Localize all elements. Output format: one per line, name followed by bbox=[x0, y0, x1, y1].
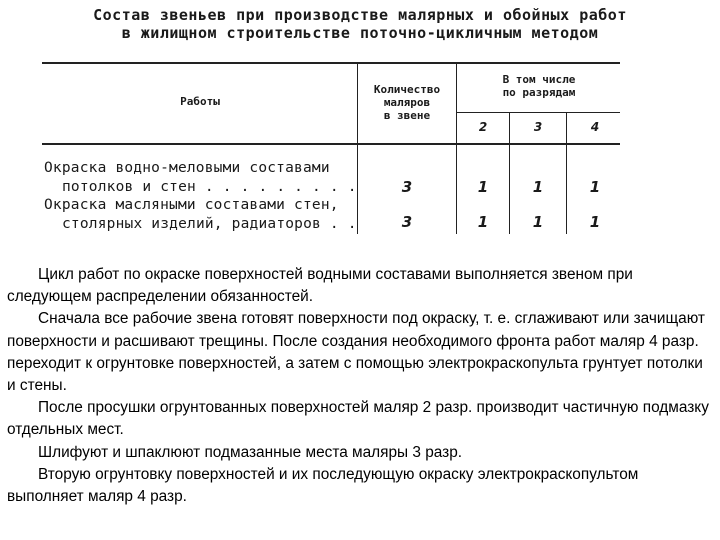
row-2-rank-2: 1 bbox=[477, 213, 489, 231]
header-count-line-2: маляров bbox=[383, 96, 431, 109]
row-1-count: 3 bbox=[401, 178, 413, 196]
scanned-table-image bbox=[0, 0, 720, 236]
paragraph-1: Цикл работ по окраске поверхностей водными составами выполняется звеном при следующем распределении обязанностей. bbox=[7, 266, 633, 306]
row-1-rank-2: 1 bbox=[477, 178, 489, 196]
row-1-rank-3: 1 bbox=[532, 178, 544, 196]
paragraph-4: Шлифуют и шпаклюют подмазанные места маляры 3 разр. bbox=[38, 443, 463, 461]
row-2-rank-3: 1 bbox=[532, 213, 544, 231]
rank-4-column-rule bbox=[566, 113, 567, 234]
row-2-work-line-2: столярных изделий, радиаторов . . bbox=[62, 216, 357, 232]
row-1-rank-4: 1 bbox=[589, 178, 601, 196]
row-2-work-line-1: Окраска масляными составами стен, bbox=[44, 197, 339, 213]
row-1-work-line-2: потолков и стен . . . . . . . . . bbox=[62, 179, 357, 195]
paragraph-5: Вторую огрунтовку поверхностей и их последующую окраску электрокраскопультом выполняет маляр 4 разр. bbox=[7, 465, 639, 506]
header-count-line-3: в звене bbox=[383, 109, 431, 122]
row-2-count: 3 bbox=[401, 213, 413, 231]
header-works: Работы bbox=[180, 95, 220, 108]
header-bottom-rule bbox=[42, 143, 620, 145]
header-ranks-title-line-1: В том числе bbox=[502, 73, 576, 86]
table-top-rule bbox=[42, 62, 620, 64]
header-count-line-1: Количество bbox=[373, 83, 441, 96]
header-rank-3: 3 bbox=[533, 120, 543, 134]
count-column-left-rule bbox=[357, 64, 358, 234]
row-1-work-line-1: Окраска водно-меловыми составами bbox=[44, 160, 330, 176]
ranks-subheader-rule bbox=[457, 112, 620, 113]
table-title-line-2: в жилищном строительстве поточно-цикличным методом bbox=[121, 24, 599, 42]
rank-3-column-rule bbox=[509, 113, 510, 234]
paragraph-3: После просушки огрунтованных поверхностей маляр 2 разр. производит частичную подмазку отдельных мест. bbox=[7, 399, 709, 439]
table-title-line-1: Состав звеньев при производстве малярных и обойных работ bbox=[93, 6, 627, 24]
body-text bbox=[7, 264, 713, 508]
paragraph-2: Сначала все рабочие звена готовят поверхности под окраску, т. е. сглаживают или зачищают поверхности и расшивают трещины. После создания необходимого фронта работ маляр 4 разр. переходит к огрунтовке поверхностей, а затем с помощью электрокраскопульта грунтует потолки и стены. bbox=[7, 310, 705, 395]
header-rank-2: 2 bbox=[478, 120, 488, 134]
row-2-rank-4: 1 bbox=[589, 213, 601, 231]
header-ranks-title-line-2: по разрядам bbox=[502, 86, 576, 99]
header-rank-4: 4 bbox=[590, 120, 600, 134]
ranks-column-left-rule bbox=[456, 64, 457, 234]
